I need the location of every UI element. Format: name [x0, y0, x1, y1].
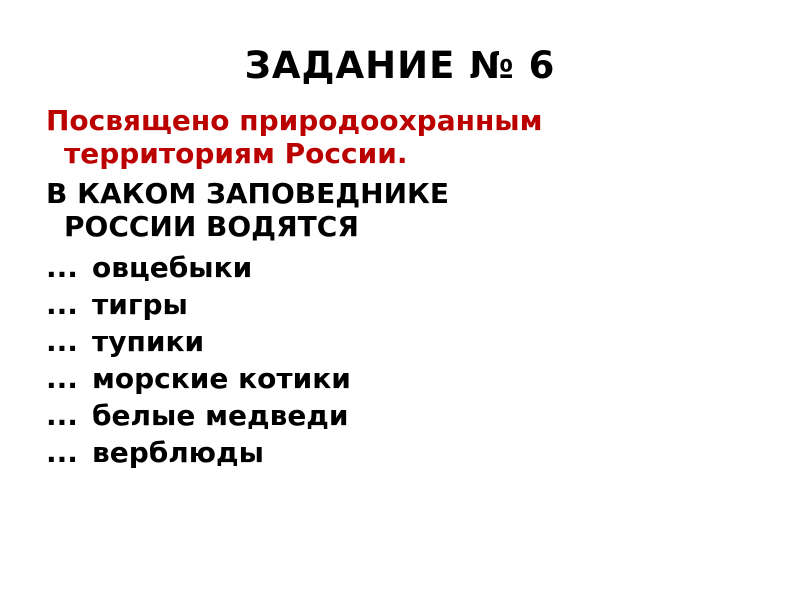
- list-item[interactable]: [46, 288, 766, 321]
- page-title: ЗАДАНИЕ № 6: [244, 44, 556, 87]
- list-item-label: тупики: [92, 324, 205, 358]
- intro-line-2: [46, 138, 766, 170]
- question-line-1: [46, 178, 766, 210]
- list-item-label: белые медведи: [92, 399, 349, 432]
- intro-text-1: Посвящено природоохранным: [46, 104, 543, 137]
- bullet-marker: ...: [46, 436, 78, 470]
- list-item-label: верблюды: [92, 436, 264, 470]
- bullet-marker: ...: [46, 287, 78, 321]
- list-item[interactable]: [46, 251, 766, 284]
- bullet-marker: ...: [46, 250, 78, 284]
- list-item-label: морские котики: [92, 361, 351, 395]
- question-line-2: [46, 211, 766, 243]
- list-item[interactable]: [46, 436, 766, 469]
- question-text-2: РОССИИ ВОДЯТСЯ: [64, 210, 359, 244]
- bullet-marker: ...: [46, 361, 78, 395]
- list-item[interactable]: [46, 399, 766, 432]
- intro-text-2: территориям России.: [64, 137, 408, 171]
- bullet-marker: ...: [46, 324, 78, 358]
- list-item[interactable]: [46, 362, 766, 395]
- question-text-1: В КАКОМ ЗАПОВЕДНИКЕ: [46, 176, 450, 210]
- intro-line-1: [46, 105, 766, 137]
- bullet-marker: ...: [46, 399, 78, 432]
- list-item-label: овцебыки: [92, 250, 253, 284]
- list-item[interactable]: [46, 325, 766, 358]
- list-item-label: тигры: [92, 287, 188, 321]
- slide-body: [46, 105, 766, 473]
